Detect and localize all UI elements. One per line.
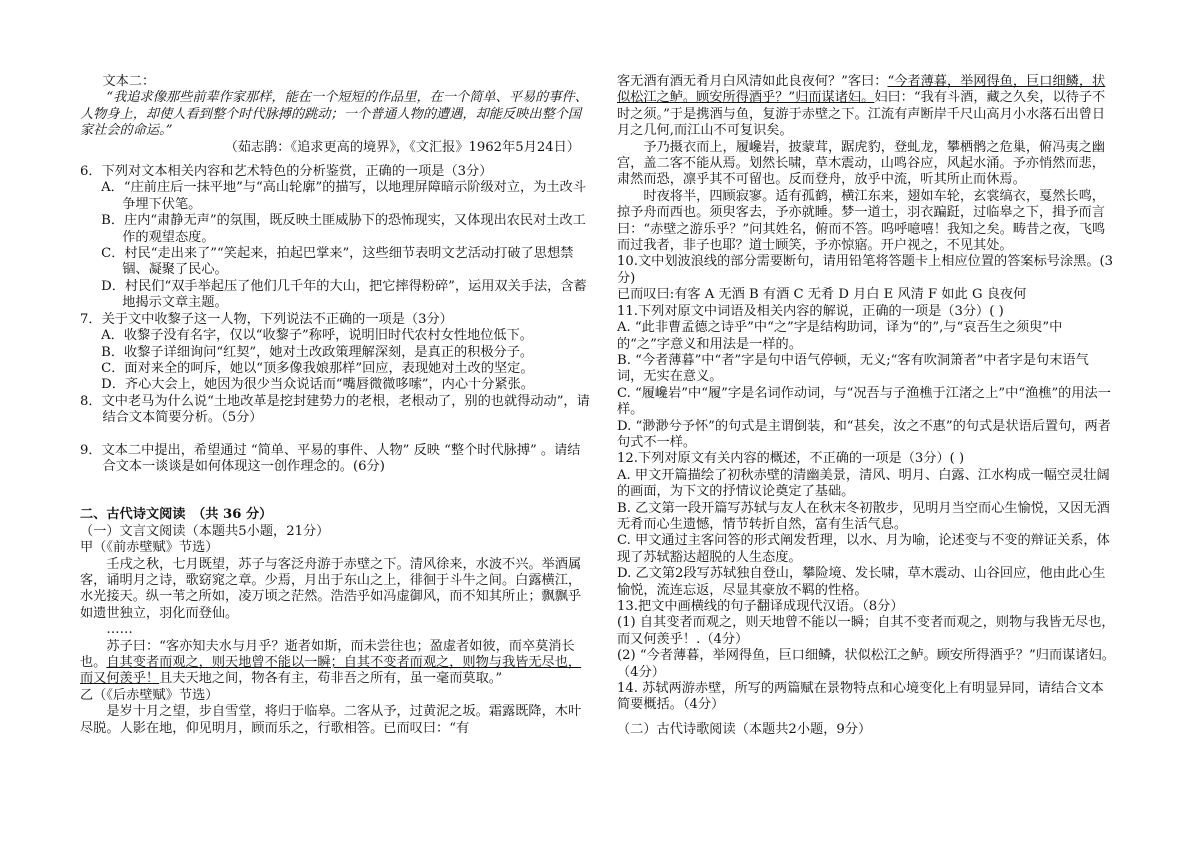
passage-jia-para-1: 壬戌之秋，七月既望，苏子与客泛舟游于赤壁之下。清风徐来，水波不兴。举酒属客，诵明月之诗，歌窈窕之章。少焉，月出于东山之上，徘徊于斗牛之间。白露横江，水光接天。纵一苇之所如，凌万顷之茫然。浩浩乎如冯虚御风，而不知其所止；飘飘乎如遗世独立，羽化而登仙。 <box>80 556 582 621</box>
q7-option-c: C．面对来全的呵斥，她以“顶多像我娘那样”回应，表现她对土改的坚定。 <box>101 360 534 376</box>
text2-citation: （茹志鹃：《追求更高的境界》，《文汇报》1962年5月24日） <box>224 139 580 155</box>
q11-option-b: B. “今者薄暮”中“者”字是句中语气停顿，无义;“客有吹洞箫者”中者字是句末语气词，无实在意义。 <box>617 352 1089 385</box>
passage-jia-title: 甲（《前赤壁赋》节选） <box>80 540 219 556</box>
q12-option-c: C. 甲文通过主客问答的形式阐发哲理，以水、月为喻，论述变与不变的辩证关系，体现了苏轼豁达超脱的人生态度。 <box>617 533 1110 565</box>
q13-item-2: (2) “今者薄暮，举网得鱼，巨口细鳞，状似松江之鲈。顾安所得酒乎？”归而谋诸妇。（4分） <box>617 648 1115 680</box>
right-column <box>617 74 1115 738</box>
q12-option-b: B. 乙文第一段开篇写苏轼与友人在秋末冬初散步，见明月当空而心生愉悦，又因无酒无肴而心生遗憾，情节转折自然，富有生活气息。 <box>617 500 1110 532</box>
passage-yi-para-4: 时夜将半，四顾寂寥。适有孤鹤，横江东来，翅如车轮，玄裳缟衣，戛然长鸣，掠予舟而西也。须臾客去，予亦就睡。梦一道士，羽衣蹁跹，过临皋之下，揖予而言曰：“赤壁之游乐乎？”问其姓名，俯而不答。呜呼噫嘻！我知之矣。畴昔之夜，飞鸣而过我者，非子也耶？道士顾笑，予亦惊寤。开户视之，不见其处。 <box>617 188 1106 254</box>
section-2-heading: 二、古代诗文阅读 （共 36 分） <box>80 507 273 523</box>
q7-option-a: A．收黎子没有名字，仅以“收黎子”称呼，说明旧时代农村女性地位低下。 <box>101 328 533 344</box>
q12-option-a: A. 甲文开篇描绘了初秋赤壁的清幽美景，清风、明月、白露、江水构成一幅空灵壮阔的画面，为下文的抒情议论奠定了基础。 <box>617 467 1110 500</box>
question-10: 10.文中划波浪线的部分需要断句，请用铅笔将答题卡上相应位置的答案标号涂黑。(3分) <box>617 254 1114 286</box>
q7-option-b: B．收黎子详细询问“红契”，她对土改政策理解深刻，是真正的积极分子。 <box>101 344 534 360</box>
question-11: 11.下列对原文中词语及相关内容的解说，正确的一项是（3分）( ) <box>617 303 1004 319</box>
q7-option-d: D．齐心大会上，她因为很少当众说话而“嘴唇微微哆嗦”，内心十分紧张。 <box>101 377 534 393</box>
q11-option-c: C. “履巉岩”中“履”字是名词作动词，与“况吾与子渔樵于江渚之上”中“渔樵”的用法一样。 <box>617 385 1111 418</box>
q12-option-d: D. 乙文第2段写苏轼独自登山，攀险境、发长啸，草木震动、山谷回应，他由此心生愉悦，流连忘返，尽显其豪放不羁的性格。 <box>617 566 1106 598</box>
underlined-sentence-2: “今者薄暮，举网得鱼，巨口细鳞，状似松江之鲈。顾安所得酒乎？”归而谋诸妇。 <box>617 74 1106 106</box>
question-7: 7．关于文中收黎子这一人物，下列说法不正确的一项是（3分） <box>80 311 453 327</box>
q6-option-b: B．庄内“肃静无声”的氛围，既反映土匪威胁下的恐怖现实，又体现出农民对土改工作的观望态度。 <box>101 213 586 245</box>
passage-yi-para-2: 客无酒有酒无肴月白风清如此良夜何？”客曰：“今者薄暮，举网得鱼，巨口细鳞，状似松江之鲈。顾安所得酒乎？”归而谋诸妇。妇曰：“我有斗酒，藏之久矣，以待子不时之须。”于是携酒与鱼，复游于赤壁之下。江流有声断岸千尺山高月小水落石出曾日月之几何,而江山不可复识矣。 <box>617 74 1106 139</box>
question-9: 9．文本二中提出，希望通过 “简单、平易的事件、人物” 反映 “整个时代脉搏” 。请结合文本一谈谈是如何体现这一创作理念的。(6分) <box>80 442 581 474</box>
subsection-2-heading: （二）古代诗歌阅读（本题共2小题，9分） <box>617 721 872 737</box>
question-6: 6．下列对文本相关内容和艺术特色的分析鉴赏，正确的一项是（3分） <box>80 164 493 180</box>
q13-item-1: (1) 自其变者而观之，则天地曾不能以一瞬；自其不变者而观之，则物与我皆无尽也，而又何羡乎！.（4分） <box>617 615 1115 647</box>
subsection-1-heading: （一）文言文阅读（本题共5小题，21分） <box>80 523 330 539</box>
ellipsis: …… <box>106 622 133 638</box>
left-column <box>80 74 592 737</box>
underlined-sentence-1: 自其变者而观之，则天地曾不能以一瞬；自其不变者而观之，则物与我皆无尽也，而又何羡乎！ <box>80 655 582 687</box>
text2-title: 文本二： <box>102 74 156 89</box>
q6-option-d: D．村民们“双手举起压了他们几千年的大山，把它摔得粉碎”，运用双关手法，含蓄地揭示文章主题。 <box>101 278 587 311</box>
text2-quote: “我追求像那些前辈作家那样，能在一个短短的作品里，在一个简单、平易的事件、人物身上，却使人看到整个时代脉搏的跳动；一个普通人物的遭遇，却能反映出整个国家社会的命运。” <box>80 90 588 139</box>
q10-options: 已而叹曰:有客 A 无酒 B 有酒 C 无肴 D 月白 E 风清 F 如此 G 良夜何 <box>617 287 1027 303</box>
q11-option-a: A. “此非曹孟德之诗乎”中“之”字是结构助词，译为“的”,与“哀吾生之须臾”中的“之”字意义和用法是一样的。 <box>617 320 1063 352</box>
passage-yi-title: 乙（《后赤壁赋》节选） <box>80 687 219 703</box>
question-14: 14. 苏轼两游赤壁，所写的两篇赋在景物特点和心境变化上有明显异同，请结合文本简要概括。（4分） <box>617 681 1104 713</box>
q11-option-d: D. “渺渺兮予怀”的句式是主谓倒装，和“甚矣，汝之不惠”的句式是状语后置句，两者句式不一样。 <box>617 418 1111 450</box>
q6-option-a: A．“庄前庄后一抹平地”与“高山轮廓”的描写，以地理屏障暗示阶级对立，为土改斗争埋下伏笔。 <box>101 180 586 212</box>
question-13: 13.把文中画横线的句子翻译成现代汉语。（8分） <box>617 599 904 614</box>
question-12: 12.下列对原文有关内容的概述，不正确的一项是（3分）( ) <box>617 451 965 467</box>
passage-jia-para-2: 苏子曰：“客亦知夫水与月乎？逝者如斯，而未尝往也；盈虚者如彼，而卒莫消长也。自其变者而观之，则天地曾不能以一瞬；自其不变者而观之，则物与我皆无尽也，而又何羡乎！且夫天地之间，物各有主，苟非吾之所有，虽一毫而莫取。” <box>80 638 582 687</box>
q6-option-c: C．村民“走出来了”“笑起来，拍起巴掌来”，这些细节表明文艺活动打破了思想禁锢、凝聚了民心。 <box>101 246 574 278</box>
passage-yi-para-1: 是岁十月之望，步自雪堂，将归于临皋。二客从予，过黄泥之坂。霜露既降，木叶尽脱。人影在地，仰见明月，顾而乐之，行歌相答。已而叹曰：“有 <box>80 704 582 736</box>
passage-yi-para-3: 予乃摄衣而上，履巉岩，披蒙茸，踞虎豹，登虬龙，攀栖鹘之危巢，俯冯夷之幽宫，盖二客不能从焉。划然长啸，草木震动，山鸣谷应，风起水涌。予亦悄然而悲，肃然而恐，凛乎其不可留也。反而登舟，放乎中流，听其所止而休焉。 <box>617 139 1105 188</box>
question-8: 8．文中老马为什么说“土地改革是挖封建势力的老根，老根动了，别的也就得动动”，请结合文本简要分析。（5分） <box>80 393 590 426</box>
